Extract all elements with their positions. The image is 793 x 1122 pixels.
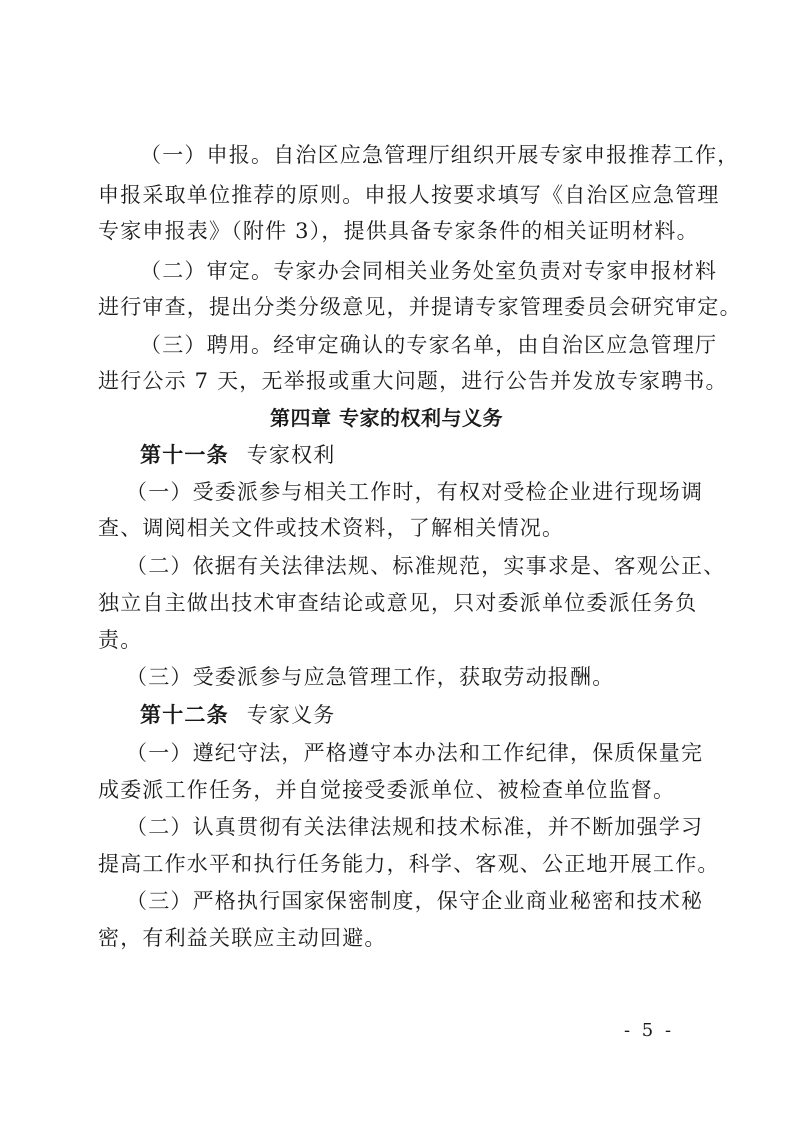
paragraph-line: （一）申报。自治区应急管理厅组织开展专家申报推荐工作， bbox=[140, 143, 740, 167]
paragraph-line: （三）聘用。经审定确认的专家名单，由自治区应急管理厅 bbox=[140, 333, 718, 357]
article-title: 专家义务 bbox=[246, 703, 336, 727]
paragraph-line: 密，有利益关联应主动回避。 bbox=[98, 926, 387, 950]
paragraph-line: 责。 bbox=[98, 628, 143, 652]
paragraph-line: 成委派工作任务，并自觉接受委派单位、被检查单位监督。 bbox=[98, 778, 676, 802]
paragraph-line: （一）受委派参与相关工作时，有权对受检企业进行现场调 bbox=[126, 480, 704, 504]
paragraph-line: （二）认真贯彻有关法律法规和技术标准，并不断加强学习 bbox=[126, 815, 704, 839]
article-label: 第十二条 bbox=[140, 703, 229, 727]
paragraph-line: 申报采取单位推荐的原则。申报人按要求填写《自治区应急管理 bbox=[98, 183, 720, 207]
paragraph-line: 进行审查，提出分类分级意见，并提请专家管理委员会研究审定。 bbox=[98, 295, 742, 319]
page-number: - 5 - bbox=[624, 1020, 675, 1041]
paragraph-line: 查、调阅相关文件或技术资料，了解相关情况。 bbox=[98, 516, 565, 540]
paragraph-line: 独立自主做出技术审查结论或意见，只对委派单位委派任务负 bbox=[98, 591, 698, 615]
article-title: 专家权利 bbox=[246, 443, 336, 467]
article-heading bbox=[140, 440, 336, 470]
paragraph-line: （二）依据有关法律法规、标准规范，实事求是、客观公正、 bbox=[126, 554, 726, 578]
paragraph-line: 专家申报表》（附件 3），提供具备专家条件的相关证明材料。 bbox=[98, 219, 699, 243]
paragraph-line: （三）严格执行国家保密制度，保守企业商业秘密和技术秘 bbox=[126, 889, 704, 913]
paragraph-line: 进行公示 7 天，无举报或重大问题，进行公告并发放专家聘书。 bbox=[98, 369, 728, 393]
paragraph-line: 提高工作水平和执行任务能力，科学、客观、公正地开展工作。 bbox=[98, 852, 720, 876]
article-heading bbox=[140, 700, 336, 730]
paragraph-line: （一）遵纪守法，严格遵守本办法和工作纪律，保质保量完 bbox=[126, 741, 704, 765]
paragraph-line: （二）审定。专家办会同相关业务处室负责对专家申报材料 bbox=[140, 259, 718, 283]
article-label: 第十一条 bbox=[140, 443, 229, 467]
chapter-heading: 第四章 专家的权利与义务 bbox=[270, 406, 503, 430]
paragraph-line: （三）受委派参与应急管理工作，获取劳动报酬。 bbox=[126, 665, 615, 689]
